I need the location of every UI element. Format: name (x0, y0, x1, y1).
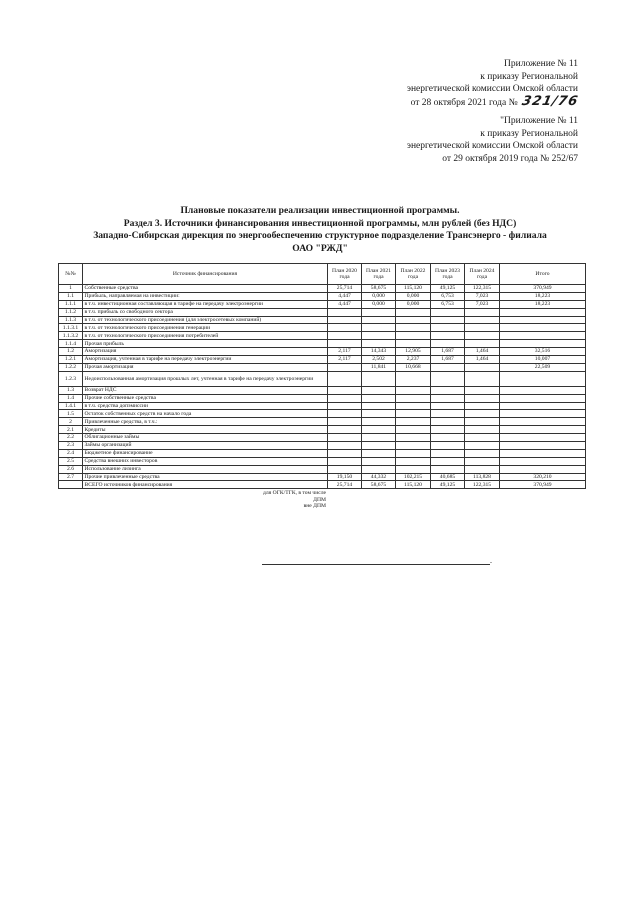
plan-value: 2,117 (328, 348, 362, 356)
source-name: Привлеченные средства, в т.ч.: (83, 418, 328, 426)
plan-value (328, 426, 362, 434)
organization-name: Западно-Сибирская дирекция по энергообеспечению структурное подразделение Трансэнерго - филиала (93, 230, 547, 241)
table-row (59, 442, 586, 450)
source-name: Остаток собственных средств на начало года (83, 410, 328, 418)
plan-value (396, 442, 431, 450)
row-number: 1.5 (59, 410, 83, 418)
plan-value (328, 324, 362, 332)
footer-row (59, 489, 586, 496)
plan-value (465, 332, 500, 340)
plan-value (328, 308, 362, 316)
plan-value (328, 394, 362, 402)
table-row (59, 434, 586, 442)
header-line: "Приложение № 11 (500, 116, 578, 126)
table-row (59, 465, 586, 473)
plan-value (328, 418, 362, 426)
plan-value (362, 394, 396, 402)
plan-value: 49,125 (431, 285, 465, 293)
plan-value (431, 465, 465, 473)
plan-value (328, 402, 362, 410)
row-number: 1.2.2 (59, 363, 83, 371)
plan-value (431, 442, 465, 450)
plan-value: 11,841 (362, 363, 396, 371)
document-title: Плановые показатели реализации инвестиционной программы. (180, 205, 460, 216)
row-number: 1.2.1 (59, 356, 83, 364)
plan-value: 19,150 (328, 473, 362, 481)
row-number: 2.3 (59, 442, 83, 450)
row-number: 1.1.3 (59, 316, 83, 324)
column-header: Итого (500, 264, 586, 285)
source-name: Займы организаций (83, 442, 328, 450)
header-line: к приказу Региональной (480, 71, 578, 82)
header-line: энергетической комиссии Омской области (406, 141, 578, 152)
plan-value (328, 332, 362, 340)
footer-row (59, 503, 586, 510)
table-row (59, 348, 586, 356)
plan-value: 115,120 (396, 481, 431, 489)
total-value (500, 449, 586, 457)
plan-value (465, 465, 500, 473)
header-date-text: от 28 октября 2021 года № (410, 97, 518, 108)
total-value: 18,223 (500, 300, 586, 308)
plan-value (465, 457, 500, 465)
source-name: в т.ч. от технологического присоединения потребителей (83, 332, 328, 340)
table-row (59, 285, 586, 293)
plan-value (431, 308, 465, 316)
total-value (500, 386, 586, 394)
plan-value (328, 449, 362, 457)
section-title: Раздел 3. Источники финансирования инвестиционной программы, млн рублей (без НДС) (123, 217, 517, 229)
plan-value: 14,343 (362, 348, 396, 356)
table-row (59, 356, 586, 364)
table-row (59, 340, 586, 348)
plan-value (362, 386, 396, 394)
end-mark: . (490, 556, 492, 565)
source-name: Прибыль, направляемая на инвестиции: (83, 292, 328, 300)
column-header: План 2023 года (431, 264, 465, 285)
row-number: 1 (59, 285, 83, 293)
header-appendix-current (407, 58, 578, 109)
plan-value: 7,023 (465, 300, 500, 308)
plan-value: 1,464 (465, 348, 500, 356)
row-number: 2.4 (59, 449, 83, 457)
table-row (59, 363, 586, 371)
plan-value (465, 449, 500, 457)
plan-value (328, 434, 362, 442)
total-value (500, 308, 586, 316)
source-name: Возврат НДС (83, 386, 328, 394)
source-name: в т.ч. инвестиционная составляющая в тарифе на передачу электроэнергии (83, 300, 328, 308)
source-name: в т.ч. от технологического присоединения генерации (83, 324, 328, 332)
plan-value: 25,714 (328, 285, 362, 293)
plan-value (362, 316, 396, 324)
plan-value (431, 426, 465, 434)
plan-value (431, 418, 465, 426)
plan-value (362, 465, 396, 473)
plan-value (328, 316, 362, 324)
header-appendix-previous (407, 115, 578, 165)
table-row (59, 481, 586, 489)
row-number: 1.4.1 (59, 402, 83, 410)
handwritten-order-number: 321/76 (520, 93, 580, 109)
total-value (500, 457, 586, 465)
source-name: Использование лизинга (83, 465, 328, 473)
plan-value (396, 410, 431, 418)
plan-value (396, 402, 431, 410)
table-row (59, 457, 586, 465)
plan-value (362, 426, 396, 434)
total-value: 22,509 (500, 363, 586, 371)
plan-value: 6,753 (431, 292, 465, 300)
source-name: ВСЕГО источников финансирования (83, 481, 328, 489)
plan-value (328, 371, 362, 386)
plan-value (465, 426, 500, 434)
plan-value (431, 449, 465, 457)
plan-value (362, 371, 396, 386)
header-line: Приложение № 11 (504, 59, 578, 69)
plan-value (465, 402, 500, 410)
plan-value (465, 386, 500, 394)
row-number: 2.2 (59, 434, 83, 442)
source-name: Кредиты (83, 426, 328, 434)
plan-value (431, 371, 465, 386)
row-number: 1.4 (59, 394, 83, 402)
plan-value (396, 308, 431, 316)
plan-value: 58,675 (362, 481, 396, 489)
plan-value: 0,000 (396, 300, 431, 308)
table-row (59, 473, 586, 481)
table-row (59, 386, 586, 394)
plan-value (465, 316, 500, 324)
plan-value (362, 434, 396, 442)
plan-value (396, 426, 431, 434)
total-value: 10,007 (500, 356, 586, 364)
total-value (500, 410, 586, 418)
footer-label: вне ДПМ (303, 503, 326, 510)
table-row (59, 300, 586, 308)
plan-value (328, 410, 362, 418)
footer-label: для ОГК/ТГК, в том числе (263, 489, 326, 496)
table-row (59, 402, 586, 410)
row-number: 2.7 (59, 473, 83, 481)
plan-value: 6,753 (431, 300, 465, 308)
plan-value: 113,828 (465, 473, 500, 481)
plan-value (328, 340, 362, 348)
source-name: Недоиспользованная амортизация прошлых лет, учтенная в тарифе на передачу электроэнергии (83, 371, 328, 386)
total-value (500, 402, 586, 410)
plan-value (431, 457, 465, 465)
plan-value (431, 402, 465, 410)
plan-value: 58,675 (362, 285, 396, 293)
row-number (59, 481, 83, 489)
total-value (500, 332, 586, 340)
column-header: План 2022 года (396, 264, 431, 285)
table-row (59, 394, 586, 402)
source-name: Прочие привлеченные средства (83, 473, 328, 481)
plan-value (465, 410, 500, 418)
plan-value: 0,000 (362, 300, 396, 308)
plan-value (396, 371, 431, 386)
plan-value (396, 465, 431, 473)
plan-value (328, 457, 362, 465)
header-line: к приказу Региональной (480, 128, 578, 139)
total-value: 32,516 (500, 348, 586, 356)
total-value (500, 371, 586, 386)
row-number: 2.6 (59, 465, 83, 473)
header-line: от 29 октября 2019 года № 252/67 (442, 153, 578, 164)
plan-value (362, 442, 396, 450)
row-number: 2.1 (59, 426, 83, 434)
plan-value (396, 449, 431, 457)
table-row (59, 332, 586, 340)
source-name: в т.ч. средства допэмиссии (83, 402, 328, 410)
plan-value: 0,000 (396, 292, 431, 300)
source-name: в т.ч. прибыль со свободного сектора (83, 308, 328, 316)
row-number: 1.2.3 (59, 371, 83, 386)
source-name: Прочая амортизация (83, 363, 328, 371)
total-value (500, 465, 586, 473)
source-name: Амортизация, учтенная в тарифе на передачу электроэнергии (83, 356, 328, 364)
plan-value (396, 418, 431, 426)
table-row (59, 308, 586, 316)
total-value (500, 340, 586, 348)
table-row (59, 449, 586, 457)
plan-value: 2,502 (362, 356, 396, 364)
table-row (59, 410, 586, 418)
footer-label: ДПМ (313, 496, 326, 503)
plan-value (328, 386, 362, 394)
plan-value (396, 324, 431, 332)
plan-value: 1,687 (431, 348, 465, 356)
plan-value (431, 434, 465, 442)
plan-value: 10,668 (396, 363, 431, 371)
header-date-line (407, 93, 580, 110)
plan-value (431, 332, 465, 340)
source-name: в т.ч. от технологического присоединения (для электросетевых компаний) (83, 316, 328, 324)
plan-value (328, 442, 362, 450)
source-name: Средства внешних инвесторов (83, 457, 328, 465)
plan-value: 40,685 (431, 473, 465, 481)
source-name: Собственные средства (83, 285, 328, 293)
plan-value (431, 316, 465, 324)
footer-row (59, 496, 586, 503)
plan-value (362, 402, 396, 410)
plan-value (465, 363, 500, 371)
plan-value: 2,117 (328, 356, 362, 364)
row-number: 1.1.1 (59, 300, 83, 308)
source-name: Прочие собственные средства (83, 394, 328, 402)
plan-value (431, 394, 465, 402)
table-header-row (59, 264, 586, 285)
total-value (500, 316, 586, 324)
plan-value (362, 449, 396, 457)
row-number: 1.1.4 (59, 340, 83, 348)
table-row (59, 371, 586, 386)
organization-name-cont: ОАО "РЖД" (292, 242, 348, 254)
total-value (500, 418, 586, 426)
plan-value: 4,447 (328, 292, 362, 300)
plan-value: 122,315 (465, 481, 500, 489)
plan-value (328, 363, 362, 371)
source-name: Прочая прибыль (83, 340, 328, 348)
plan-value (362, 410, 396, 418)
row-number: 1.2 (59, 348, 83, 356)
plan-value (431, 363, 465, 371)
plan-value (362, 308, 396, 316)
plan-value (328, 465, 362, 473)
plan-value: 122,315 (465, 285, 500, 293)
total-value: 18,223 (500, 292, 586, 300)
plan-value: 1,464 (465, 356, 500, 364)
plan-value (396, 386, 431, 394)
plan-value (431, 410, 465, 418)
plan-value: 44,332 (362, 473, 396, 481)
plan-value (362, 418, 396, 426)
plan-value: 4,447 (328, 300, 362, 308)
table-row (59, 426, 586, 434)
document-title-block (40, 205, 600, 255)
column-header: План 2024 года (465, 264, 500, 285)
plan-value (431, 386, 465, 394)
table-row (59, 292, 586, 300)
column-header: План 2020 года (328, 264, 362, 285)
plan-value (465, 442, 500, 450)
plan-value: 1,687 (431, 356, 465, 364)
total-value (500, 434, 586, 442)
plan-value (431, 324, 465, 332)
column-header: План 2021 года (362, 264, 396, 285)
plan-value (465, 324, 500, 332)
plan-value: 49,125 (431, 481, 465, 489)
plan-value (431, 340, 465, 348)
plan-value (465, 394, 500, 402)
total-value (500, 324, 586, 332)
plan-value (465, 308, 500, 316)
plan-value: 25,714 (328, 481, 362, 489)
plan-value: 0,000 (362, 292, 396, 300)
row-number: 1.3 (59, 386, 83, 394)
row-number: 2.5 (59, 457, 83, 465)
total-value: 370,949 (500, 285, 586, 293)
plan-value (362, 324, 396, 332)
plan-value: 12,905 (396, 348, 431, 356)
total-value: 370,949 (500, 481, 586, 489)
column-header: Источник финансирования (83, 264, 328, 285)
plan-value (396, 332, 431, 340)
plan-value (396, 340, 431, 348)
plan-value (396, 457, 431, 465)
end-divider-line (262, 564, 490, 565)
plan-value (396, 434, 431, 442)
table-row (59, 316, 586, 324)
table-row (59, 418, 586, 426)
header-line: энергетической комиссии Омской области (406, 84, 578, 95)
source-name: Бюджетное финансирование (83, 449, 328, 457)
financing-sources-table (58, 263, 586, 510)
table-row (59, 324, 586, 332)
row-number: 1.1.3.2 (59, 332, 83, 340)
plan-value: 7,023 (465, 292, 500, 300)
column-header: №№ (59, 264, 83, 285)
row-number: 1.1.3.1 (59, 324, 83, 332)
row-number: 1.1.2 (59, 308, 83, 316)
source-name: Облигационные займы (83, 434, 328, 442)
plan-value: 2,237 (396, 356, 431, 364)
total-value (500, 394, 586, 402)
plan-value (465, 418, 500, 426)
row-number: 2 (59, 418, 83, 426)
plan-value (396, 316, 431, 324)
plan-value (465, 340, 500, 348)
plan-value (465, 434, 500, 442)
source-name: Амортизация (83, 348, 328, 356)
plan-value (396, 394, 431, 402)
plan-value (362, 340, 396, 348)
total-value (500, 442, 586, 450)
plan-value: 102,215 (396, 473, 431, 481)
row-number: 1.1 (59, 292, 83, 300)
plan-value: 115,120 (396, 285, 431, 293)
total-value (500, 426, 586, 434)
plan-value (362, 332, 396, 340)
total-value: 320,210 (500, 473, 586, 481)
plan-value (465, 371, 500, 386)
plan-value (362, 457, 396, 465)
